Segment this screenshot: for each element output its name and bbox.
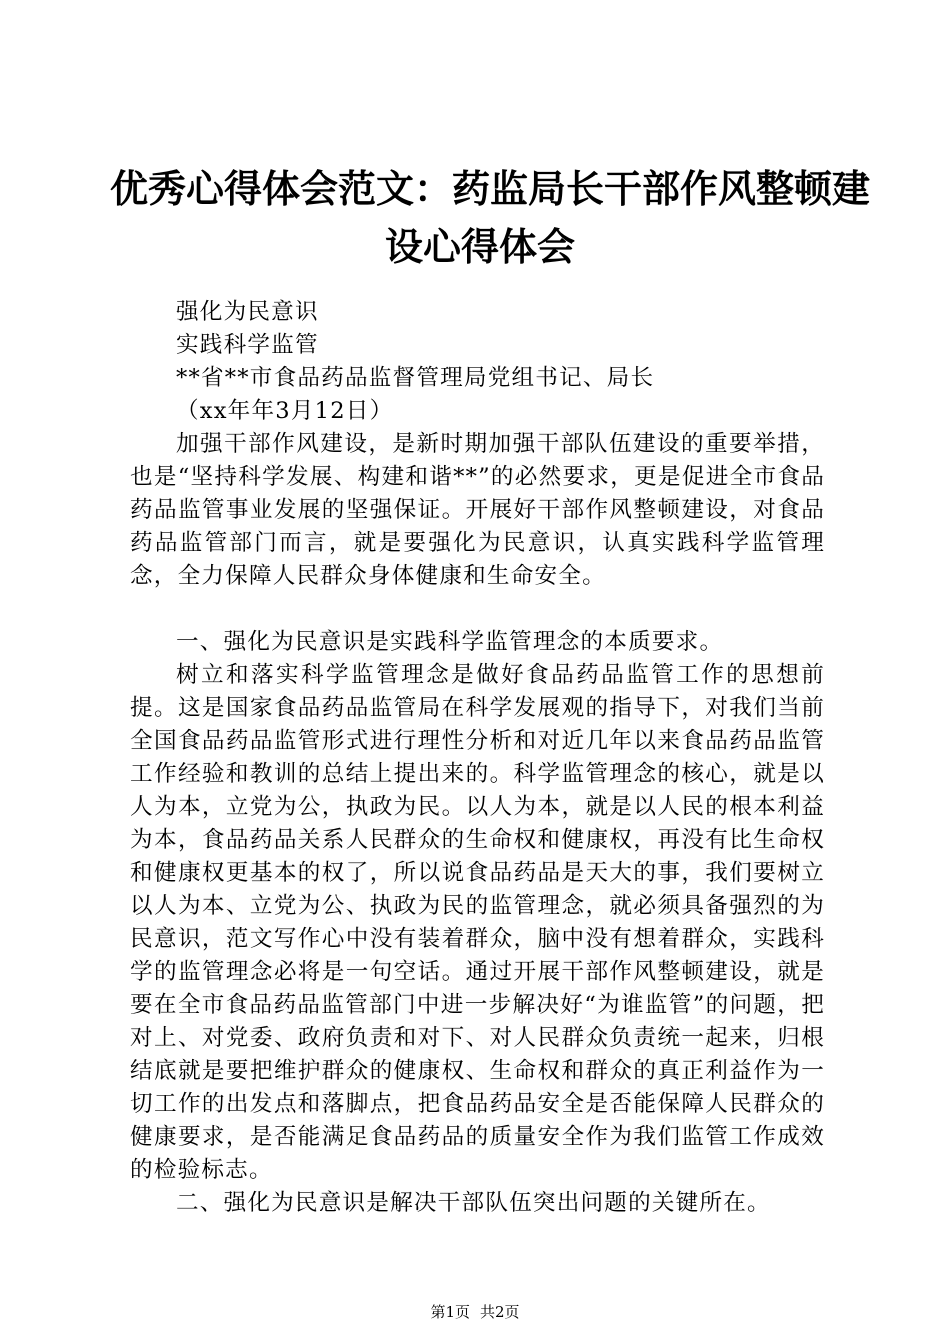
section-heading: 一、强化为民意识是实践科学监管理念的本质要求。: [176, 629, 724, 655]
page-number: 第1页: [430, 1303, 470, 1321]
date-line: （xx年年3月12日）: [176, 398, 394, 424]
subtitle-line: 实践科学监管: [176, 332, 319, 358]
author-line: **省**市食品药品监督管理局党组书记、局长: [176, 365, 655, 391]
body-paragraph: 加强干部作风建设，是新时期加强干部队伍建设的重要举措，也是“坚持科学发展、构建和谐**”的必然要求，更是促进全市食品药品监管事业发展的坚强保证。开展好干部作风整顿建设，对食品药品监管部门而言，就是要强化为民意识，认真实践科学监管理念，全力保障人民群众身体健康和生命安全。: [130, 431, 825, 589]
title-line-2: 设心得体会: [384, 224, 575, 269]
document-body: [130, 296, 825, 1220]
paragraph-spacer: [130, 593, 825, 626]
document-title: [110, 160, 871, 276]
title-line-1: 优秀心得体会范文：药监局长干部作风整顿建: [110, 166, 871, 211]
subtitle-line: 强化为民意识: [176, 299, 319, 325]
section-heading: 二、强化为民意识是解决干部队伍突出问题的关键所在。: [176, 1190, 771, 1216]
page-footer: [0, 1302, 950, 1322]
body-paragraph: 树立和落实科学监管理念是做好食品药品监管工作的思想前提。这是国家食品药品监管局在科学发展观的指导下，对我们当前全国食品药品监管形式进行理性分析和对近几年以来食品药品监管工作经验和教训的总结上提出来的。科学监管理念的核心，就是以人为本，立党为公，执政为民。以人为本，就是以人民的根本利益为本，食品药品关系人民群众的生命权和健康权，再没有比生命权和健康权更基本的权了，所以说食品药品是天大的事，我们要树立以人为本、立党为公、执政为民的监管理念，就必须具备强烈的为民意识，范文写作心中没有装着群众，脑中没有想着群众，实践科学的监管理念必将是一句空话。通过开展干部作风整顿建设，就是要在全市食品药品监管部门中进一步解决好“为谁监管”的问题，把对上、对党委、政府负责和对下、对人民群众负责统一起来，归根结底就是要把维护群众的健康权、生命权和群众的真正利益作为一切工作的出发点和落脚点，把食品药品安全是否能保障人民群众的健康要求，是否能满足食品药品的质量安全作为我们监管工作成效的检验标志。: [130, 662, 825, 1183]
page-total: 共2页: [480, 1303, 520, 1321]
